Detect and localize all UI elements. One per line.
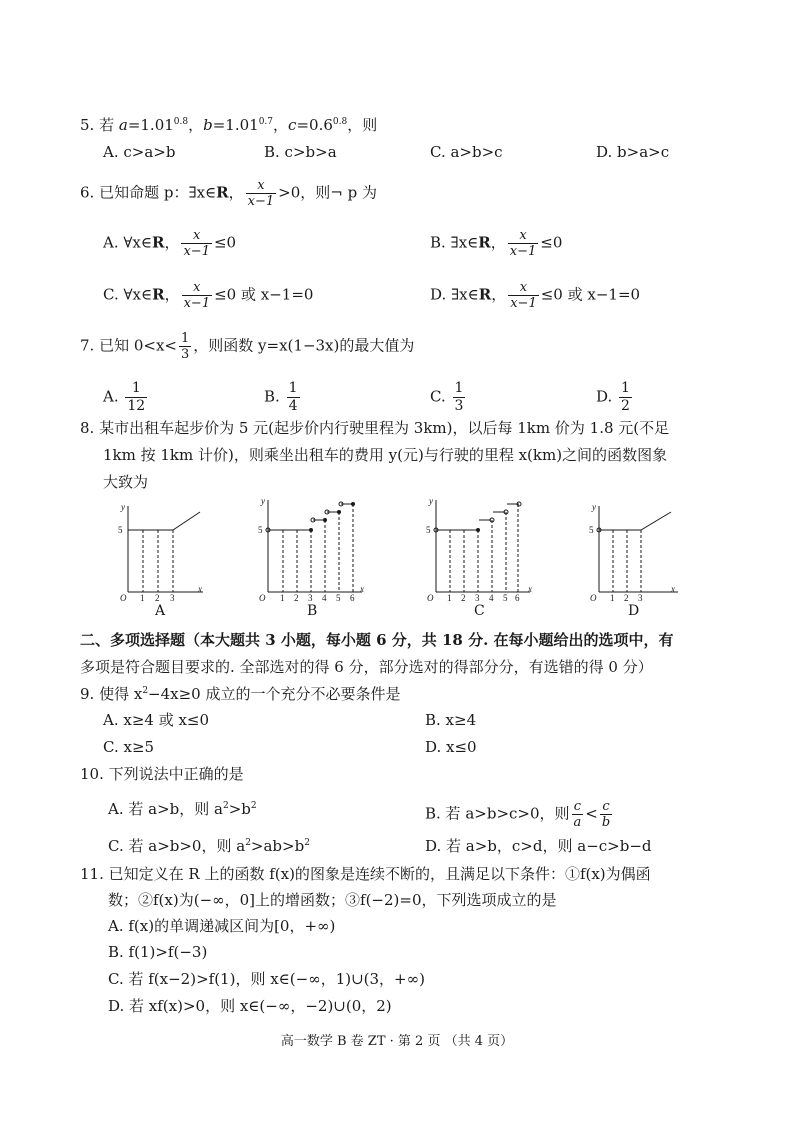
q5-option-d: D. b>a>c [596, 143, 670, 161]
graph-label-b: B [307, 603, 318, 619]
section-2-header-line-2: 多项是符合题目要求的. 全部选对的得 6 分，部分选对的得部分分，有选错的得 0 分） [80, 658, 653, 676]
graph-b [250, 494, 370, 604]
x-tick: 2 [294, 593, 299, 603]
origin-label: O [427, 593, 434, 603]
q6-option-b: B. ∃x∈R， $\frac{x}{x-1}$ ≤0 [430, 228, 563, 259]
axis-label-x: x [528, 584, 532, 594]
q10-option-b: B. 若 a>b>c>0，则 $\frac{c}{a}$ < $\frac{c}{b}$ [425, 799, 611, 830]
q11-option-a: A. f(x)的单调递减区间为[0，+∞) [108, 917, 336, 935]
x-tick: 6 [515, 593, 520, 603]
closed-point [351, 502, 355, 506]
q6-option-d: D. ∃x∈R， $\frac{x}{x-1}$ ≤0 或 x−1=0 [430, 280, 641, 311]
q5-option-a: A. c>a>b [103, 143, 176, 161]
q9-option-c: C. x≥5 [103, 738, 155, 756]
x-tick: 1 [610, 593, 615, 603]
x-tick: 3 [170, 593, 175, 603]
x-tick: 3 [308, 593, 313, 603]
graph-c-svg [418, 494, 538, 604]
origin-label: O [120, 593, 127, 603]
q6-option-c: C. ∀x∈R， $\frac{x}{x-1}$ ≤0 或 x−1=0 [103, 280, 314, 311]
graph-c [418, 494, 538, 604]
q8-line-3: 大致为 [103, 473, 149, 491]
fare-curve [599, 512, 671, 530]
axis-label-x: x [198, 584, 202, 594]
graph-a [108, 500, 208, 604]
axis-label-x: x [360, 584, 364, 594]
q5-option-c: C. a>b>c [430, 143, 503, 161]
q9-stem: 9. 使得 $x^2-4x\ge 0$ 成立的一个充分不必要条件是 [80, 685, 401, 703]
q11-line-2: 数；②f(x)为(−∞，0]上的增函数；③f(−2)=0，下列选项成立的是 [108, 891, 557, 909]
q6-option-a: A. ∀x∈R， $\frac{x}{x-1}$ ≤0 [103, 228, 237, 259]
x-tick: 3 [475, 593, 480, 603]
q11-option-c: C. 若 f(x−2)>f(1)，则 x∈(−∞，1)∪(3，+∞) [108, 970, 425, 988]
q9-option-a: A. x≥4 或 x≤0 [103, 711, 210, 729]
axis-label-y: y [261, 496, 265, 506]
x-tick: 1 [280, 593, 285, 603]
q7-option-b: B. $\frac{1}{4}$ [264, 380, 298, 414]
axis-label-y: y [121, 502, 125, 512]
x-tick: 4 [322, 593, 327, 603]
q7-stem: 7. 已知 0<x< $\frac{1}{3}$ ，则函数 y=x(1−3x)的最大值为 [80, 331, 415, 362]
q10-option-d: D. 若 a>b，c>d，则 a−c>b−d [425, 837, 652, 855]
closed-point [476, 528, 480, 532]
y-tick-5: 5 [258, 525, 263, 535]
x-tick: 2 [461, 593, 466, 603]
origin-label: O [590, 593, 597, 603]
x-tick: 4 [489, 593, 494, 603]
graph-label-a: A [155, 603, 166, 619]
q11-line-1: 11. 已知定义在 R 上的函数 f(x)的图象是连续不断的，且满足以下条件：①f(x)为偶函 [80, 865, 651, 883]
q10-option-c: C. 若 a>b>0，则 $a^2>ab>b^2$ [108, 837, 310, 855]
closed-point [309, 528, 313, 532]
x-tick: 5 [336, 593, 341, 603]
q8-line-1: 8. 某市出租车起步价为 5 元(起步价内行驶里程为 3km)，以后每 1km 价为 1.8 元(不足 [80, 419, 670, 437]
x-tick: 5 [503, 593, 508, 603]
q11-option-d: D. 若 xf(x)>0，则 x∈(−∞，−2)∪(0，2) [108, 997, 392, 1015]
x-tick: 3 [638, 593, 643, 603]
graph-b-svg [250, 494, 370, 604]
x-tick: 2 [624, 593, 629, 603]
fare-curve [128, 512, 200, 530]
graph-d [583, 500, 683, 604]
graph-label-c: C [474, 603, 485, 619]
q10-stem: 10. 下列说法中正确的是 [80, 765, 244, 783]
q6-stem: 6. 已知命题 p：∃x∈R， $\frac{x}{x-1}$ >0，则¬ p 为 [80, 178, 377, 209]
q8-line-2: 1km 按 1km 计价)，则乘坐出租车的费用 y(元)与行驶的里程 x(km)之间的函数图象 [103, 446, 668, 464]
q10-option-a: A. 若 a>b，则 $a^2>b^2$ [108, 800, 257, 818]
axis-label-y: y [592, 502, 596, 512]
x-tick: 2 [155, 593, 160, 603]
x-tick: 1 [140, 593, 145, 603]
y-tick-5: 5 [118, 525, 123, 535]
q7-option-d: D. $\frac{1}{2}$ [596, 380, 630, 414]
axis-label-y: y [429, 496, 433, 506]
closed-point [323, 518, 327, 522]
y-tick-5: 5 [589, 525, 594, 535]
closed-point [337, 510, 341, 514]
graph-d-svg [583, 500, 683, 604]
page-footer: 高一数学 B 卷 ZT · 第 2 页 （共 4 页） [280, 1034, 514, 1049]
q9-option-d: D. x≤0 [425, 738, 477, 756]
origin-label: O [259, 593, 266, 603]
q5-stem: 5. 若 $a=1.01^{0.8}$，$b=1.01^{0.7}$，$c=0.6^{0.8}$，则 [80, 116, 378, 134]
q7-option-a: A. $\frac{1}{12}$ [103, 380, 146, 414]
graph-label-d: D [628, 603, 640, 619]
q9-option-b: B. x≥4 [425, 711, 477, 729]
x-tick: 1 [447, 593, 452, 603]
y-tick-5: 5 [426, 525, 431, 535]
axis-label-x: x [671, 584, 675, 594]
q5-option-b: B. c>b>a [264, 143, 337, 161]
x-tick: 6 [350, 593, 355, 603]
q7-option-c: C. $\frac{1}{3}$ [430, 380, 464, 414]
graph-a-svg [108, 500, 208, 604]
section-2-header: 二、多项选择题（本大题共 3 小题，每小题 6 分，共 18 分. 在每小题给出的选项中，有 [80, 631, 674, 649]
q11-option-b: B. f(1)>f(−3) [108, 943, 208, 961]
